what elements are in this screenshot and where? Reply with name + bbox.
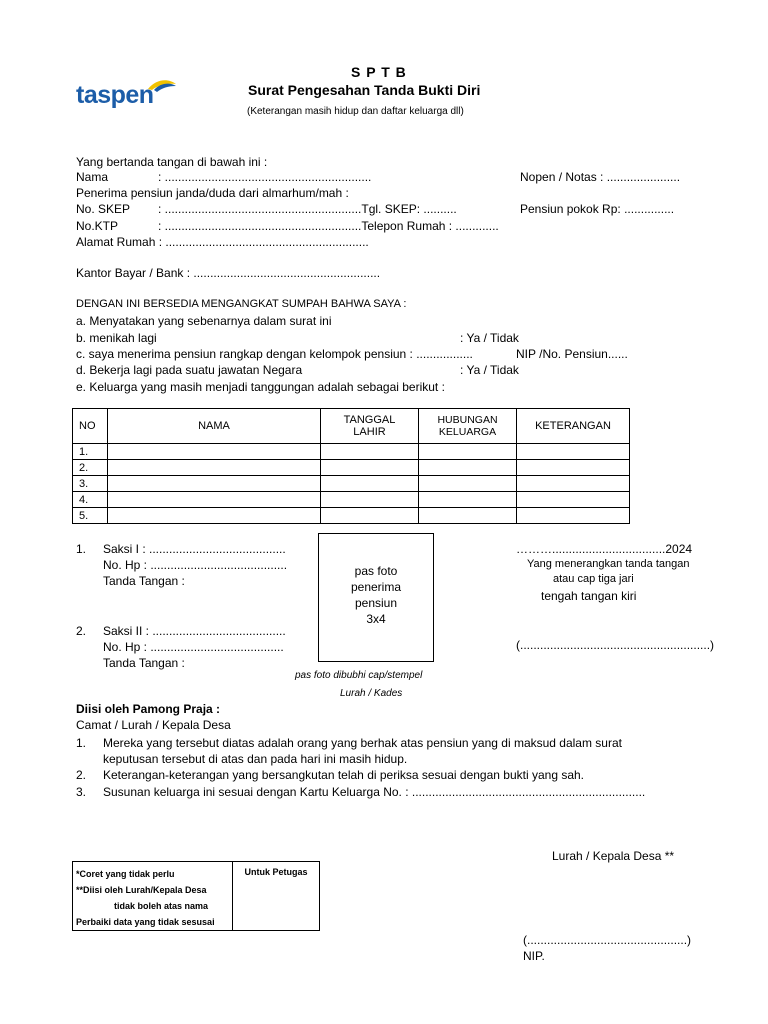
pamong-2: Keterangan-keterangan yang bersangkutan telah di periksa sesuai dengan bukti yang sah. bbox=[103, 768, 585, 782]
pamong-1-number: 1. bbox=[76, 736, 87, 750]
saksi-2-field[interactable]: Saksi II : ........................................ bbox=[103, 624, 286, 638]
photo-label-3: pensiun bbox=[354, 596, 398, 610]
hp-2-field[interactable]: No. Hp : ........................................ bbox=[103, 640, 284, 654]
photo-caption-2: Lurah / Kades bbox=[340, 688, 403, 699]
kartu-keluarga-field[interactable]: Susunan keluarga ini sesuai dengan Kartu Keluarga No. : ...................................................................... bbox=[103, 785, 646, 799]
pensiun-pokok-field[interactable]: Pensiun pokok Rp: ............... bbox=[520, 202, 675, 216]
pamong-1b: keputusan tersebut di atas dan pada hari ini masih hidup. bbox=[103, 752, 408, 766]
sign-line-2: atau cap tiga jari bbox=[553, 573, 634, 585]
table-row[interactable] bbox=[73, 444, 630, 460]
intro-text: Yang bertanda tangan di bawah ini : bbox=[76, 155, 268, 169]
note-4: Perbaiki data yang tidak sesusai bbox=[76, 917, 215, 927]
pamong-1a: Mereka yang tersebut diatas adalah orang yang berhak atas pensiun yang di maksud dalam surat bbox=[103, 736, 622, 750]
row-number: 5. bbox=[73, 508, 108, 524]
oath-c-nip[interactable]: NIP /No. Pensiun...... bbox=[516, 347, 628, 361]
sign-line-1: Yang menerangkan tanda tangan bbox=[527, 558, 690, 570]
tanda-tangan-2[interactable]: Tanda Tangan : bbox=[103, 656, 185, 670]
pamong-2-number: 2. bbox=[76, 768, 87, 782]
untuk-petugas: Untuk Petugas bbox=[244, 867, 308, 877]
ktp-label: No.KTP bbox=[76, 219, 119, 233]
col-tanggal-lahir: TANGGAL LAHIR bbox=[321, 409, 419, 444]
nama-label: Nama bbox=[76, 170, 109, 184]
nip-field[interactable]: NIP. bbox=[523, 949, 545, 963]
pamong-sub: Camat / Lurah / Kepala Desa bbox=[76, 718, 231, 732]
photo-label-4: 3x4 bbox=[366, 612, 386, 626]
table-row[interactable] bbox=[73, 492, 630, 508]
tanda-tangan-1[interactable]: Tanda Tangan : bbox=[103, 574, 185, 588]
skep-field[interactable]: : ...........................................................Tgl. SKEP: .......... bbox=[158, 202, 457, 216]
photo-caption-1: pas foto dibubhi cap/stempel bbox=[295, 670, 423, 681]
document-title: S P T B bbox=[351, 64, 407, 80]
ktp-field[interactable]: : ...........................................................Telepon Rumah : ............. bbox=[158, 219, 499, 233]
oath-d: d. Bekerja lagi pada suatu jawatan Negara bbox=[76, 363, 303, 377]
sign-name-field[interactable]: (.........................................................) bbox=[516, 638, 715, 652]
col-hubungan: HUBUNGAN KELUARGA bbox=[419, 409, 517, 444]
sign-date[interactable]: ………..................................2024 bbox=[516, 542, 693, 556]
note-2: **Diisi oleh Lurah/Kepala Desa bbox=[76, 885, 207, 895]
oath-b-answer[interactable]: : Ya / Tidak bbox=[460, 331, 519, 345]
kantor-bayar-field[interactable]: Kantor Bayar / Bank : ........................................................ bbox=[76, 266, 381, 280]
photo-label-1: pas foto bbox=[354, 564, 398, 578]
col-nama: NAMA bbox=[108, 409, 321, 444]
document-subtitle: Surat Pengesahan Tanda Bukti Diri bbox=[248, 82, 481, 98]
nama-field[interactable]: : .............................................................. bbox=[158, 170, 372, 184]
penerima-text: Penerima pensiun janda/duda dari almarhum/mah : bbox=[76, 186, 349, 200]
sign-line-3: tengah tangan kiri bbox=[541, 589, 637, 603]
skep-label: No. SKEP bbox=[76, 202, 131, 216]
row-number: 3. bbox=[73, 476, 108, 492]
logo-text: taspen bbox=[76, 81, 154, 109]
pamong-heading: Diisi oleh Pamong Praja : bbox=[76, 702, 221, 716]
document-note: (Keterangan masih hidup dan daftar keluarga dll) bbox=[247, 106, 464, 117]
oath-d-answer[interactable]: : Ya / Tidak bbox=[460, 363, 519, 377]
col-keterangan: KETERANGAN bbox=[517, 409, 630, 444]
table-row[interactable] bbox=[73, 508, 630, 524]
nopen-field[interactable]: Nopen / Notas : ...................... bbox=[520, 170, 681, 184]
row-number: 1. bbox=[73, 444, 108, 460]
oath-heading: DENGAN INI BERSEDIA MENGANGKAT SUMPAH BAHWA SAYA : bbox=[76, 298, 407, 310]
family-table bbox=[72, 408, 630, 524]
hp-1-field[interactable]: No. Hp : ......................................... bbox=[103, 558, 288, 572]
table-row[interactable] bbox=[73, 476, 630, 492]
table-row[interactable] bbox=[73, 460, 630, 476]
lurah-name-field[interactable]: (................................................) bbox=[523, 933, 692, 947]
oath-b: b. menikah lagi bbox=[76, 331, 157, 345]
note-1: *Coret yang tidak perlu bbox=[76, 869, 175, 879]
pamong-3-number: 3. bbox=[76, 785, 87, 799]
witness-2-number: 2. bbox=[76, 624, 87, 638]
oath-e: e. Keluarga yang masih menjadi tanggungan adalah sebagai berikut : bbox=[76, 380, 445, 394]
col-no: NO bbox=[73, 409, 108, 444]
table-header-row bbox=[73, 409, 630, 444]
row-number: 4. bbox=[73, 492, 108, 508]
saksi-1-field[interactable]: Saksi I : ......................................... bbox=[103, 542, 286, 556]
oath-a: a. Menyatakan yang sebenarnya dalam surat ini bbox=[76, 314, 332, 328]
alamat-field[interactable]: Alamat Rumah : ............................................................. bbox=[76, 235, 369, 249]
photo-label-2: penerima bbox=[350, 580, 402, 594]
note-3: tidak boleh atas nama bbox=[114, 901, 209, 911]
oath-c: c. saya menerima pensiun rangkap dengan kelompok pensiun : ................. bbox=[76, 347, 473, 361]
lurah-title: Lurah / Kepala Desa ** bbox=[552, 849, 675, 863]
row-number: 2. bbox=[73, 460, 108, 476]
notes-box bbox=[72, 861, 320, 931]
photo-box[interactable] bbox=[318, 533, 434, 662]
witness-1-number: 1. bbox=[76, 542, 87, 556]
